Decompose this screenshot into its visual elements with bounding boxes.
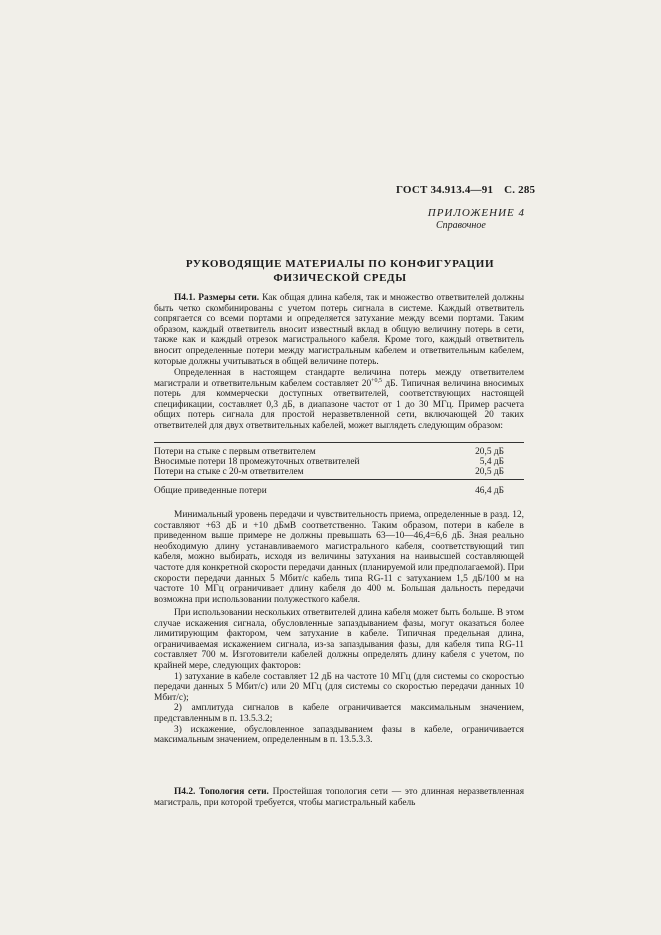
subsection-heading: П4.1. Размеры сети. [174, 293, 260, 303]
paragraph-text-b: дБ. Типичная величина вносимых потерь для коммерчески доступных ответвителей, соответствующих настоящей спецификации, составляет 0,3 дБ, в диапазоне частот от 1 до 30 МГц. Пример расчета общих потерь сигнала для простой неразветвленной сети, включающей 20 таких ответвителей для двух ответвительных кабелей, может выглядеть следующим образом: [154, 378, 524, 431]
page-number: С. 285 [504, 184, 536, 196]
paragraph-multiple-couplers [154, 608, 524, 746]
table-top-rule [154, 442, 524, 443]
loss-total-row [154, 486, 504, 497]
appendix-label: ПРИЛОЖЕНИЕ 4 [427, 207, 525, 219]
paragraph-text: Минимальный уровень передачи и чувствительность приема, определенные в разд. 12, составляют +63 дБ и +10 дБмВ соответственно. Таким образом, потери в кабеле в приведенном выше примере не должны превышать 63—10—46,4=6,6 дБ. Зная реально необходимую длину устанавливаемого магистрального кабеля, соответствующий тип кабеля, можно выбирать, исходя из величины затухания на наивысшей составляющей частоте для конкретной скорости передачи данных (планируемой или предполагаемой). При скорости передачи данных 5 Мбит/с кабель типа RG-11 с затуханием 1,5 дБ/100 м на частоте 10 МГц ограничивает длину кабеля до 400 м. Большая дальность передачи возможна при использовании полужесткого кабеля. [154, 510, 524, 605]
loss-row-value: 5,4 дБ [479, 457, 504, 467]
appendix-type: Справочное [436, 220, 486, 231]
paragraph-text: Простейшая топология сети — это длинная неразветвленная магистраль, при которой требуется, чтобы магистральный кабель [154, 787, 525, 808]
subsection-heading: П4.2. Топология сети. [174, 787, 269, 797]
paragraph-loss-example [154, 368, 524, 432]
list-item [154, 725, 524, 746]
loss-total-label: Общие приведенные потери [154, 486, 267, 496]
loss-row-label: Потери на стыке с первым ответвителем [154, 447, 316, 457]
paragraph-text: При использовании нескольких ответвителей длина кабеля может быть больше. В этом случае искажения сигнала, обусловленные запаздыванием фазы, могут оказаться более лимитирующим фактором, чем затухание в кабеле. Типичная предельная длина, ограничиваемая искажением сигнала, из-за запаздывания фазы, для кабеля типа RG-11 составляет 700 м. Изготовители кабелей должны определять длину кабеля с учетом, по крайней мере, следующих факторов: [154, 608, 524, 671]
paragraph-text-a: Определенная в настоящем стандарте величина потерь между ответвителем магистрали и ответвительным кабелем составляет 20 [154, 368, 524, 389]
list-item [154, 672, 524, 704]
standard-code: ГОСТ 34.913.4—91 [396, 184, 494, 196]
tolerance-superscript: +0,5 [371, 377, 383, 384]
paragraph-network-size [154, 293, 524, 367]
list-item-text: 2) амплитуда сигналов в кабеле ограничивается максимальным значением, представленным в п. 13.5.3.2; [154, 703, 524, 724]
table-total-rule [154, 479, 524, 480]
loss-row [154, 467, 504, 478]
list-item-text: 1) затухание в кабеле составляет 12 дБ на частоте 10 МГц (для системы со скоростью передачи данных 5 Мбит/с) или 20 МГц (для системы со скоростью передачи данных 10 Мбит/с); [154, 671, 524, 703]
paragraph-transmission-level [154, 510, 524, 605]
loss-row-label: Вносимые потери 18 промежуточных ответвителей [154, 457, 360, 467]
loss-total-value: 46,4 дБ [475, 486, 504, 496]
loss-row-label: Потери на стыке с 20-м ответвителем [154, 467, 304, 477]
section-title-line2: ФИЗИЧЕСКОЙ СРЕДЫ [273, 272, 407, 284]
loss-row-value: 20,5 дБ [475, 447, 504, 457]
loss-row-value: 20,5 дБ [475, 467, 504, 477]
list-item [154, 703, 524, 724]
page-header [396, 184, 536, 196]
section-title-line1: РУКОВОДЯЩИЕ МАТЕРИАЛЫ ПО КОНФИГУРАЦИИ [185, 258, 495, 270]
list-item-text: 3) искажение, обусловленное запаздыванием фазы в кабеле, ограничивается максимальным значением, определенным в п. 13.5.3.3. [154, 724, 524, 746]
paragraph-text: Как общая длина кабеля, так и множество ответвителей должны быть четко скомбинированы с учетом потерь сигнала в системе. Каждый ответвитель сопрягается со всеми портами и определяется затухание между всеми портами. Таким образом, каждый ответвитель вносит известный вклад в общую величину потерь в сети, также как и каждый отрезок магистрального кабеля. Кроме того, каждый ответвитель вносит определенные потери между магистральным кабелем и ответвительным кабелем, которые должны учитываться в общей величине потерь. [154, 293, 524, 367]
paragraph-topology [154, 787, 524, 808]
